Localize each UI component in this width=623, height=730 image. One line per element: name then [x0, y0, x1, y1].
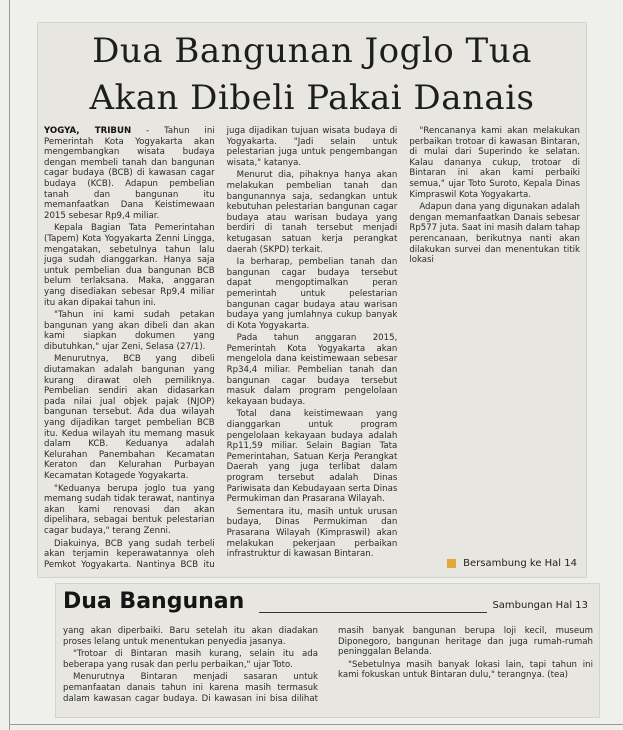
continued-note: [447, 558, 577, 569]
article-body: [44, 126, 580, 574]
article-paragraph: Sementara itu, masih untuk urusan budaya, Dinas Permukiman dan Prasarana Wilayah (Kimpraswil) akan melakukan pekerjaan perbaikan infrastruktur di kawasan Bintaran.: [226, 506, 398, 560]
title-rule: [259, 612, 487, 613]
sambungan-label: Sambungan Hal 13: [492, 600, 588, 611]
headline-line1: Dua Bangunan Joglo Tua: [92, 31, 532, 71]
page-edge-left: [9, 0, 10, 730]
article-paragraph: Menurutnya, BCB yang dibeli diutamakan adalah bangunan yang kurang dirawat oleh pemiliknya. Pembelian sendiri akan didasarkan pada nilai jual objek pajak (NJOP) bangunan tersebut. Ada dua wilayah yang dijadikan target pembelian BCB itu. Kedua wilayah itu memang masuk dalam KCB. Keduanya adalah Kelurahan Panembahan Kecamatan Keraton dan Kelurahan Purbayan Kecamatan Kotagede Yogyakarta.: [44, 354, 215, 481]
continuation-paragraph: "Sebetulnya masih banyak lokasi lain, tapi tahun ini kami fokuskan untuk Bintaran dulu," terangnya. (tea): [338, 659, 593, 681]
continuation-paragraph: Menurutnya Bintaran menjadi sasaran untuk pemanfaatan danais tahun ini karena masih termasuk dalam kawasan cagar budaya. Di kawasan ini bisa dilihat masih banyak bangunan berupa loji kecil, museum Diponegoro, bangunan heritage dan juga rumah-rumah peninggalan Belanda.: [63, 626, 593, 704]
article-paragraph: Diakuinya, BCB yang sudah terbeli akan terjamin keperawatannya oleh Pemkot Yogyakarta. Nantinya BCB itu juga dijadikan tujuan wisata budaya di Yogyakarta. "Jadi selain untuk pelestarian juga untuk pengembangan wisata," katanya.: [44, 126, 398, 570]
article-paragraph: Pada tahun anggaran 2015, Pemerintah Kota Yogyakarta akan mengelola dana keistimewaan sebesar Rp34,4 miliar. Pembelian tanah dan bangunan cagar budaya tersebut masuk dalam program pengelolaan kekayaan budaya.: [226, 333, 398, 407]
dateline: YOGYA, TRIBUN: [44, 126, 132, 136]
square-bullet-icon: [447, 559, 456, 568]
continued-label: Bersambung ke Hal 14: [463, 558, 577, 569]
article-paragraph: "Rencananya kami akan melakukan perbaikan trotoar di kawasan Bintaran, di mulai dari Superindo ke selatan. Kalau dananya cukup, trotoar di Bintaran ini akan kami perbaiki semua," ujar Toto Suroto, Kepala Dinas Kimpraswil Kota Yogyakarta.: [409, 126, 580, 200]
continuation-title: Dua Bangunan: [63, 589, 245, 614]
article-paragraph: YOGYA, TRIBUN - Tahun ini Pemerintah Kota Yogyakarta akan mengembangkan wisata budaya dengan membeli tanah dan bangunan cagar budaya (BCB) di kawasan cagar budaya (KCB). Adapun pembelian tanah dan bangunan itu memanfaatkan Dana Keistimewaan 2015 sebesar Rp9,4 miliar.: [44, 126, 215, 221]
headline-line2: Akan Dibeli Pakai Danais: [89, 78, 535, 118]
page-edge-bottom: [9, 724, 623, 725]
main-article-clipping: [37, 22, 587, 578]
article-paragraph: "Keduanya berupa joglo tua yang memang sudah tidak terawat, nantinya akan kami renovasi dan akan dipelihara, sebagai bentuk pelestarian cagar budaya," terang Zenni.: [44, 483, 215, 536]
continuation-body: [63, 626, 593, 714]
article-paragraph: Menurut dia, pihaknya hanya akan melakukan pembelian tanah dan bangunannya saja, sedangkan untuk kebutuhan pelestarian bangunan cagar budaya atau warisan budaya yang berdiri di tanah tersebut menjadi ketugasan satuan kerja perangkat daerah (SKPD) terkait.: [226, 170, 398, 255]
article-paragraph: "Tahun ini kami sudah petakan bangunan yang akan dibeli dan akan kami siapkan dokumen yang dibutuhkan," ujar Zeni, Selasa (27/1).: [44, 310, 215, 352]
article-paragraph: Kepala Bagian Tata Pemerintahan (Tapem) Kota Yogyakarta Zenni Lingga, mengatakan, sebetulnya tahun lalu juga sudah dianggarkan. Hanya saja untuk pembelian dua bangunan BCB belum terlaksana. Maka, anggaran yang disediakan sebesar Rp9,4 miliar itu akan dipakai tahun ini.: [44, 223, 215, 308]
article-paragraph: Total dana keistimewaan yang dianggarkan untuk program pengelolaan kekayaan budaya adalah Rp11,59 miliar. Selain Bagian Tata Pemerintahan, Satuan Kerja Perangkat Daerah yang juga terlibat dalam program tersebut adalah Dinas Pariwisata dan Kebudayaan serta Dinas Permukiman dan Prasarana Wilayah.: [226, 409, 398, 505]
headline: [37, 28, 587, 122]
continuation-paragraph: "Trotoar di Bintaran masih kurang, selain itu ada beberapa yang rusak dan perlu perbaikan," ujar Toto.: [63, 649, 318, 670]
article-paragraph: Adapun dana yang digunakan adalah dengan memanfaatkan Danais sebesar Rp577 juta. Saat ini masih dalam tahap perencanaan, berikutnya nanti akan dilakukan survei dan menentukan titik lokasi: [409, 202, 580, 266]
article-paragraph: Ia berharap, pembelian tanah dan bangunan cagar budaya tersebut dapat mengoptimalkan peran pemerintah untuk pelestarian bangunan cagar budaya atau warisan budaya yang jumlahnya cukup banyak di Kota Yogyakarta.: [226, 257, 398, 331]
continuation-clipping: [55, 583, 600, 718]
continuation-paragraph: yang akan diperbaiki. Baru setelah itu akan diadakan proses lelang untuk menentukan penyedia jasanya.: [63, 626, 318, 647]
